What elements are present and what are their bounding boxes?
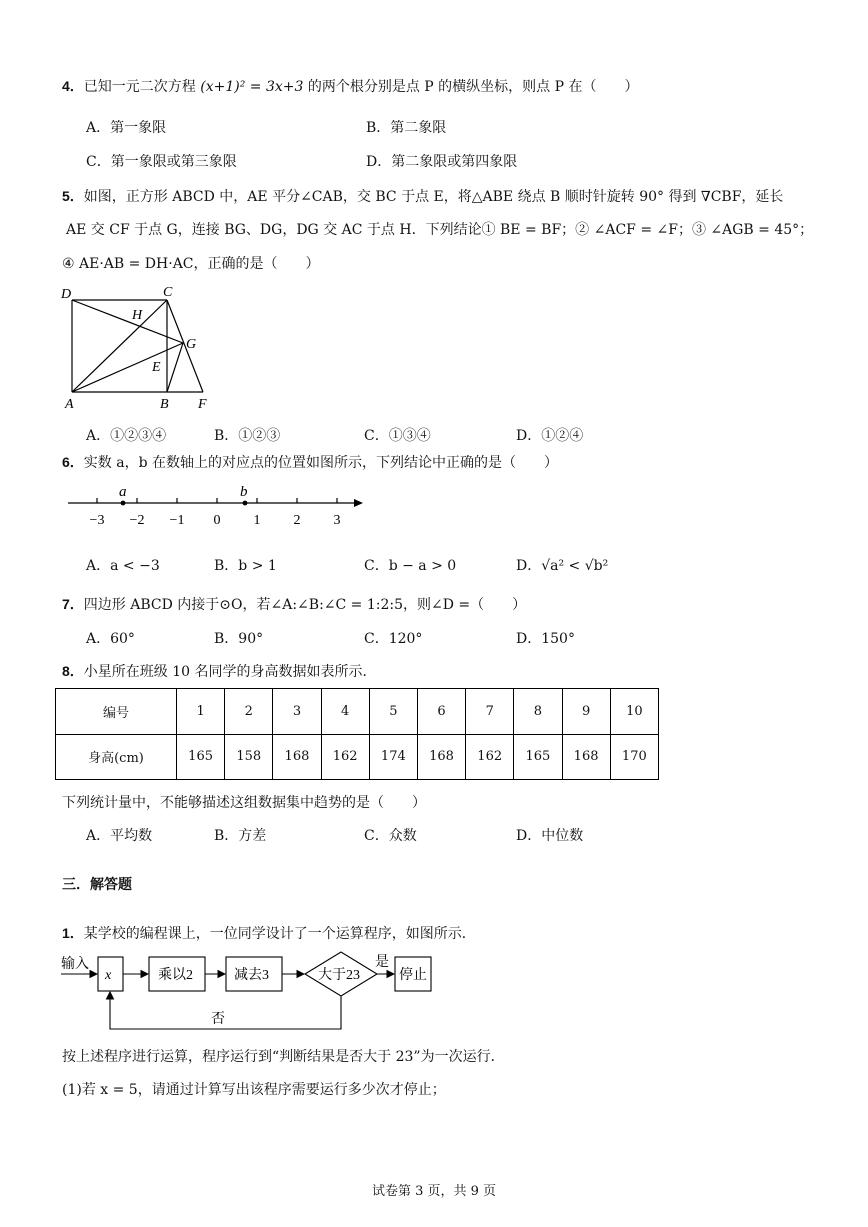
flow-label-stop: 停止 xyxy=(399,968,427,983)
q6-axis-arrow xyxy=(354,499,363,507)
flow-label-cond: 大于23 xyxy=(318,968,360,983)
section-title: 三．解答题 xyxy=(62,876,132,892)
q8-option-c: C．众数 xyxy=(364,828,417,844)
q8-option-a: A．平均数 xyxy=(86,828,153,844)
table-cell: 168 xyxy=(417,734,465,780)
q5-seg-ac xyxy=(72,300,167,392)
q6-stem xyxy=(62,452,558,472)
q8-text: 小星所在班级 10 名同学的身高数据如表所示． xyxy=(83,664,377,680)
q7-stem xyxy=(62,594,526,614)
p1-flowchart xyxy=(55,948,445,1034)
table-cell: 162 xyxy=(466,734,514,780)
q5-option-b: B．①②③ xyxy=(214,428,281,444)
q8-number: 8． xyxy=(62,663,84,679)
q5-text-line1: 如图，正方形 ABCD 中，AE 平分∠CAB，交 BC 于点 E，将△ABE 绕点 B 顺时针旋转 90° 得到 ∇CBF，延长 xyxy=(83,189,784,205)
table-cell: 3 xyxy=(273,689,321,735)
q6-tick-label: −1 xyxy=(169,513,185,528)
table-header-id: 编号 xyxy=(56,689,177,735)
q5-geometry-figure xyxy=(55,282,225,412)
table-cell: 4 xyxy=(321,689,369,735)
q4-text-b: 的两个根分别是点 P 的横纵坐标，则点 P 在（ ） xyxy=(307,79,639,95)
table-cell: 5 xyxy=(369,689,417,735)
table-cell: 168 xyxy=(562,734,610,780)
table-cell: 2 xyxy=(225,689,273,735)
q5-label-f: F xyxy=(198,397,207,412)
table-cell: 162 xyxy=(321,734,369,780)
table-row xyxy=(56,689,659,735)
q4-text-a: 已知一元二次方程 xyxy=(83,79,196,95)
q7-option-b: B．90° xyxy=(214,631,264,647)
q8-option-d: D．中位数 xyxy=(516,828,584,844)
table-cell: 168 xyxy=(273,734,321,780)
table-cell: 165 xyxy=(177,734,225,780)
q6-tick-label: −3 xyxy=(89,513,105,528)
flow-label-x: x xyxy=(105,968,112,983)
q5-seg-bg xyxy=(167,343,183,392)
q5-option-c: C．①③④ xyxy=(364,428,431,444)
q5-number: 5． xyxy=(62,188,84,204)
q4-number: 4． xyxy=(62,78,84,94)
q4-equation: (x+1)² = 3x+3 xyxy=(200,79,304,95)
p1-text: 某学校的编程课上，一位同学设计了一个运算程序，如图所示． xyxy=(83,926,476,942)
flow-label-input: 输入 xyxy=(61,957,89,972)
table-cell: 7 xyxy=(466,689,514,735)
q7-number: 7． xyxy=(62,596,84,612)
table-cell: 8 xyxy=(514,689,562,735)
q4-option-d: D．第二象限或第四象限 xyxy=(366,154,518,170)
p1-desc: 按上述程序进行运算，程序运行到“判断结果是否大于 23”为一次运行． xyxy=(62,1049,505,1065)
q6-option-d: D．√a² < √b² xyxy=(516,558,609,574)
q5-label-a: A xyxy=(65,397,74,412)
q6-number-line xyxy=(60,478,370,528)
q7-text: 四边形 ABCD 内接于⊙O，若∠A:∠B:∠C = 1:2:5，则∠D =（ ） xyxy=(83,597,527,613)
q5-option-a: A．①②③④ xyxy=(86,428,167,444)
q6-point-a-label: a xyxy=(119,484,127,500)
q4-option-c: C．第一象限或第三象限 xyxy=(86,154,237,170)
q5-seg-cf xyxy=(167,300,203,392)
q7-option-d: D．150° xyxy=(516,631,575,647)
q5-label-g: G xyxy=(186,337,197,352)
q7-option-a: A．60° xyxy=(86,631,135,647)
table-cell: 6 xyxy=(417,689,465,735)
q6-number: 6． xyxy=(62,454,84,470)
q6-tick-label: −2 xyxy=(129,513,145,528)
q8-stem xyxy=(62,661,377,681)
q5-seg-dg xyxy=(72,300,183,343)
q5-line3: ④ AE·AB = DH·AC，正确的是（ ） xyxy=(62,256,320,272)
q6-tick-label: 2 xyxy=(293,513,301,528)
table-cell: 158 xyxy=(225,734,273,780)
flow-label-no: 否 xyxy=(211,1012,225,1027)
q6-point-b-label: b xyxy=(240,484,248,500)
q5-label-e: E xyxy=(152,360,161,375)
q8-question: 下列统计量中，不能够描述这组数据集中趋势的是（ ） xyxy=(62,795,426,811)
page-footer: 试卷第 3 页，共 9 页 xyxy=(371,1184,497,1199)
table-header-height: 身高(cm) xyxy=(56,734,177,780)
q4-option-a: A．第一象限 xyxy=(86,120,167,136)
q5-line2: AE 交 CF 于点 G，连接 BG、DG，DG 交 AC 于点 H．下列结论① BE = BF；② ∠ACF = ∠F；③ ∠AGB = 45°； xyxy=(66,222,814,238)
q5-label-b: B xyxy=(160,397,169,412)
q4-stem xyxy=(62,76,638,96)
q5-line1 xyxy=(62,186,783,206)
q6-point-b-dot xyxy=(243,501,248,506)
q6-option-b: B．b > 1 xyxy=(214,558,277,574)
flow-loop-no xyxy=(110,992,341,1029)
q5-option-d: D．①②④ xyxy=(516,428,584,444)
table-cell: 174 xyxy=(369,734,417,780)
q6-tick-label: 3 xyxy=(333,513,341,528)
q6-text: 实数 a，b 在数轴上的对应点的位置如图所示，下列结论中正确的是（ ） xyxy=(83,455,559,471)
q6-tick-label: 0 xyxy=(213,513,221,528)
q4-option-b: B．第二象限 xyxy=(366,120,447,136)
table-row xyxy=(56,734,659,780)
q5-seg-ag xyxy=(72,343,183,392)
q5-label-h: H xyxy=(132,308,143,323)
q5-label-d: D xyxy=(61,287,72,302)
table-cell: 1 xyxy=(177,689,225,735)
p1-number: 1． xyxy=(62,925,84,941)
q6-tick-label: 1 xyxy=(253,513,261,528)
q6-option-c: C．b − a > 0 xyxy=(364,558,457,574)
table-cell: 170 xyxy=(610,734,658,780)
q8-option-b: B．方差 xyxy=(214,828,267,844)
q6-point-a-dot xyxy=(121,501,126,506)
table-cell: 9 xyxy=(562,689,610,735)
height-data-table xyxy=(55,688,659,780)
flow-label-mul: 乘以2 xyxy=(158,968,193,983)
flow-label-sub: 减去3 xyxy=(234,968,269,983)
q5-label-c: C xyxy=(163,285,173,300)
table-cell: 10 xyxy=(610,689,658,735)
p1-stem xyxy=(62,923,476,943)
table-cell: 165 xyxy=(514,734,562,780)
q7-option-c: C．120° xyxy=(364,631,423,647)
flow-label-yes: 是 xyxy=(375,955,389,970)
p1-sub1: (1)若 x = 5，请通过计算写出该程序需要运行多少次才停止； xyxy=(62,1082,446,1098)
q6-option-a: A．a < −3 xyxy=(86,558,160,574)
